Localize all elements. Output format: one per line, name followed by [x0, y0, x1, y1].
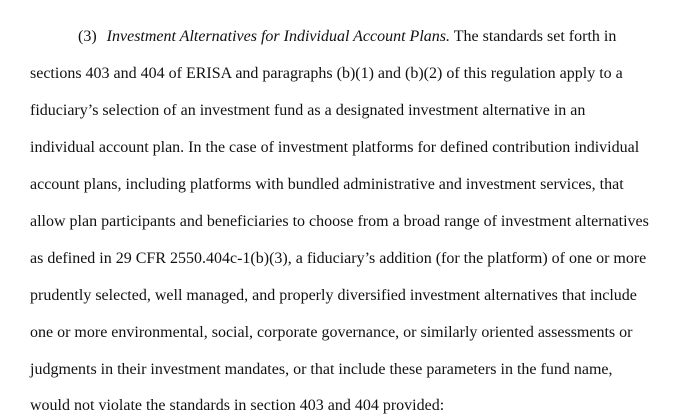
text-line: one or more environmental, social, corporate governance, or similarly oriented assessments or — [30, 324, 633, 341]
paragraph-heading: Investment Alternatives for Individual Account Plans. — [106, 28, 450, 45]
text-line: prudently selected, well managed, and properly diversified investment alternatives that include — [30, 287, 637, 304]
text-line: fiduciary’s selection of an investment fund as a designated investment alternative in an — [30, 102, 586, 119]
text-line: individual account plan. In the case of investment platforms for defined contribution individual — [30, 139, 640, 156]
paragraph-first-line — [78, 27, 616, 47]
paragraph-number: (3) — [78, 28, 97, 45]
text-line: sections 403 and 404 of ERISA and paragraphs (b)(1) and (b)(2) of this regulation apply to a — [30, 65, 623, 82]
text-line: account plans, including platforms with bundled administrative and investment services, that — [30, 176, 624, 193]
text-line: allow plan participants and beneficiaries to choose from a broad range of investment alternatives — [30, 213, 649, 230]
text-line: would not violate the standards in section 403 and 404 provided: — [30, 397, 445, 414]
text-line: as defined in 29 CFR 2550.404c-1(b)(3), a fiduciary’s addition (for the platform) of one or more — [30, 250, 647, 267]
text-line: judgments in their investment mandates, or that include these parameters in the fund name, — [30, 361, 613, 378]
first-line-text: The standards set forth in — [453, 28, 617, 45]
